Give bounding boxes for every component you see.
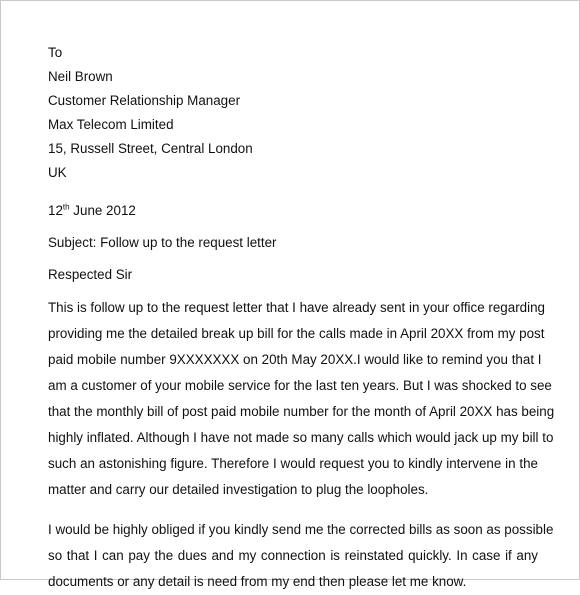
to-label: To bbox=[48, 45, 63, 60]
paragraph-line: This is follow up to the request letter that I have already sent in your office regarding bbox=[48, 300, 545, 315]
paragraph-line: am a customer of your mobile service for the last ten years. But I was shocked to see bbox=[48, 378, 552, 393]
subject-line: Subject: Follow up to the request letter bbox=[48, 235, 277, 250]
paragraph-line: providing me the detailed break up bill for the calls made in April 20XX from my post bbox=[48, 326, 545, 341]
greeting: Respected Sir bbox=[48, 267, 133, 282]
paragraph-line: such an astonishing figure. Therefore I would request you to kindly intervene in the bbox=[48, 456, 538, 471]
letter-date bbox=[48, 199, 538, 223]
paragraph-line: I would be highly obliged if you kindly send me the corrected bills as soon as possible bbox=[48, 522, 554, 537]
paragraph-line: documents or any detail is need from my end then please let me know. bbox=[48, 574, 467, 589]
recipient-title: Customer Relationship Manager bbox=[48, 93, 241, 108]
paragraph-line: that the monthly bill of post paid mobile number for the month of April 20XX has being bbox=[48, 404, 555, 419]
paragraph-line: highly inflated. Although I have not made so many calls which would jack up my bill to bbox=[48, 430, 554, 445]
recipient-country: UK bbox=[48, 165, 67, 180]
date-suffix: th bbox=[62, 202, 70, 212]
paragraph-line: matter and carry our detailed investigation to plug the loopholes. bbox=[48, 482, 429, 497]
paragraph-2 bbox=[48, 517, 554, 595]
letter-body bbox=[48, 41, 555, 595]
recipient-name: Neil Brown bbox=[48, 69, 113, 84]
date-day: 12 bbox=[48, 203, 63, 218]
date-rest: June 2012 bbox=[69, 203, 136, 218]
paragraph-line: so that I can pay the dues and my connection is reinstated quickly. In case if any bbox=[48, 548, 538, 563]
recipient-street: 15, Russell Street, Central London bbox=[48, 141, 253, 156]
recipient-company: Max Telecom Limited bbox=[48, 117, 174, 132]
paragraph-1 bbox=[48, 295, 555, 503]
paragraph-line: paid mobile number 9XXXXXXX on 20th May 20XX.I would like to remind you that I bbox=[48, 352, 542, 367]
